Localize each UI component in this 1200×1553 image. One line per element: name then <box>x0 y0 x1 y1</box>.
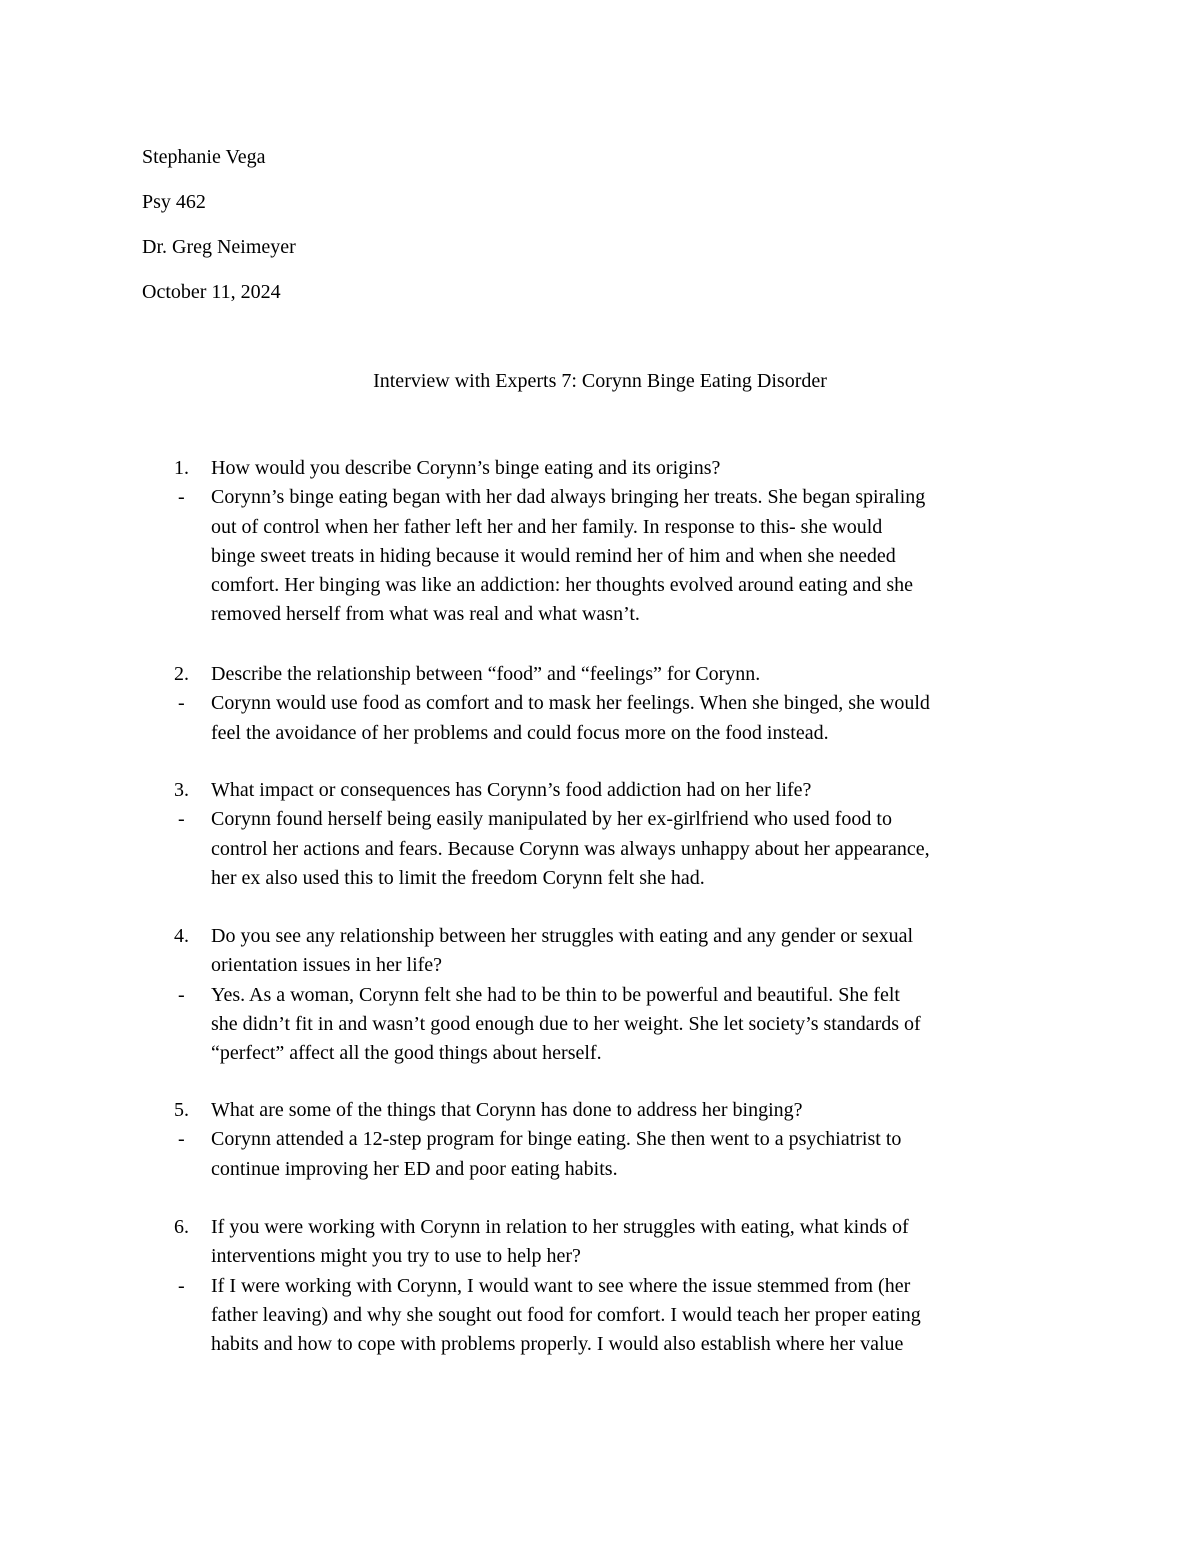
qa-item-5 <box>0 1096 1200 1184</box>
answer-dash: - <box>178 983 185 1006</box>
course-code: Psy 462 <box>142 191 206 213</box>
answer-text: removed herself from what was real and what wasn’t. <box>211 603 640 626</box>
answer-dash: - <box>178 1274 185 1297</box>
instructor-name: Dr. Greg Neimeyer <box>142 236 296 258</box>
answer-text: Corynn found herself being easily manipulated by her ex-girlfriend who used food to <box>211 808 892 831</box>
student-name: Stephanie Vega <box>142 146 266 168</box>
answer-dash: - <box>178 692 185 715</box>
qa-item-4 <box>0 922 1200 1068</box>
question-text: How would you describe Corynn’s binge eating and its origins? <box>211 457 721 479</box>
question-number: 4. <box>174 925 189 947</box>
question-text: orientation issues in her life? <box>211 954 443 977</box>
qa-item-1 <box>0 454 1200 630</box>
question-number: 6. <box>174 1216 189 1238</box>
qa-item-6 <box>0 1213 1200 1359</box>
submission-date: October 11, 2024 <box>142 281 281 303</box>
answer-text: feel the avoidance of her problems and could focus more on the food instead. <box>211 721 829 744</box>
question-text: If you were working with Corynn in relation to her struggles with eating, what kinds of <box>211 1216 909 1238</box>
question-number: 1. <box>174 457 189 479</box>
qa-item-3 <box>0 776 1200 893</box>
answer-text: “perfect” affect all the good things about herself. <box>211 1042 602 1065</box>
question-text: interventions might you try to use to help her? <box>211 1245 581 1268</box>
qa-item-2 <box>0 660 1200 748</box>
answer-text: If I were working with Corynn, I would want to see where the issue stemmed from (her <box>211 1274 911 1297</box>
answer-dash: - <box>178 486 185 509</box>
answer-text: she didn’t fit in and wasn’t good enough due to her weight. She let society’s standards of <box>211 1012 921 1035</box>
question-number: 3. <box>174 779 189 801</box>
answer-text: Corynn would use food as comfort and to mask her feelings. When she binged, she would <box>211 692 930 715</box>
question-text: Do you see any relationship between her struggles with eating and any gender or sexual <box>211 925 914 947</box>
answer-text: her ex also used this to limit the freedom Corynn felt she had. <box>211 866 705 889</box>
answer-text: binge sweet treats in hiding because it would remind her of him and when she needed <box>211 544 896 567</box>
answer-text: Corynn’s binge eating began with her dad always bringing her treats. She began spiraling <box>211 486 926 509</box>
document-title: Interview with Experts 7: Corynn Binge Eating Disorder <box>373 370 827 392</box>
answer-text: habits and how to cope with problems properly. I would also establish where her value <box>211 1333 904 1356</box>
question-text: What impact or consequences has Corynn’s food addiction had on her life? <box>211 779 812 801</box>
question-number: 2. <box>174 663 189 685</box>
answer-text: father leaving) and why she sought out food for comfort. I would teach her proper eating <box>211 1303 921 1326</box>
answer-text: continue improving her ED and poor eating habits. <box>211 1157 618 1180</box>
answer-text: Yes. As a woman, Corynn felt she had to be thin to be powerful and beautiful. She felt <box>211 983 900 1006</box>
answer-text: out of control when her father left her and her family. In response to this- she would <box>211 515 883 538</box>
answer-dash: - <box>178 1128 185 1151</box>
question-text: Describe the relationship between “food” and “feelings” for Corynn. <box>211 663 761 685</box>
answer-text: comfort. Her binging was like an addiction: her thoughts evolved around eating and she <box>211 574 914 597</box>
question-number: 5. <box>174 1099 189 1121</box>
answer-text: Corynn attended a 12-step program for binge eating. She then went to a psychiatrist to <box>211 1128 902 1151</box>
question-text: What are some of the things that Corynn has done to address her binging? <box>211 1099 803 1121</box>
answer-text: control her actions and fears. Because Corynn was always unhappy about her appearance, <box>211 837 930 860</box>
answer-dash: - <box>178 808 185 831</box>
